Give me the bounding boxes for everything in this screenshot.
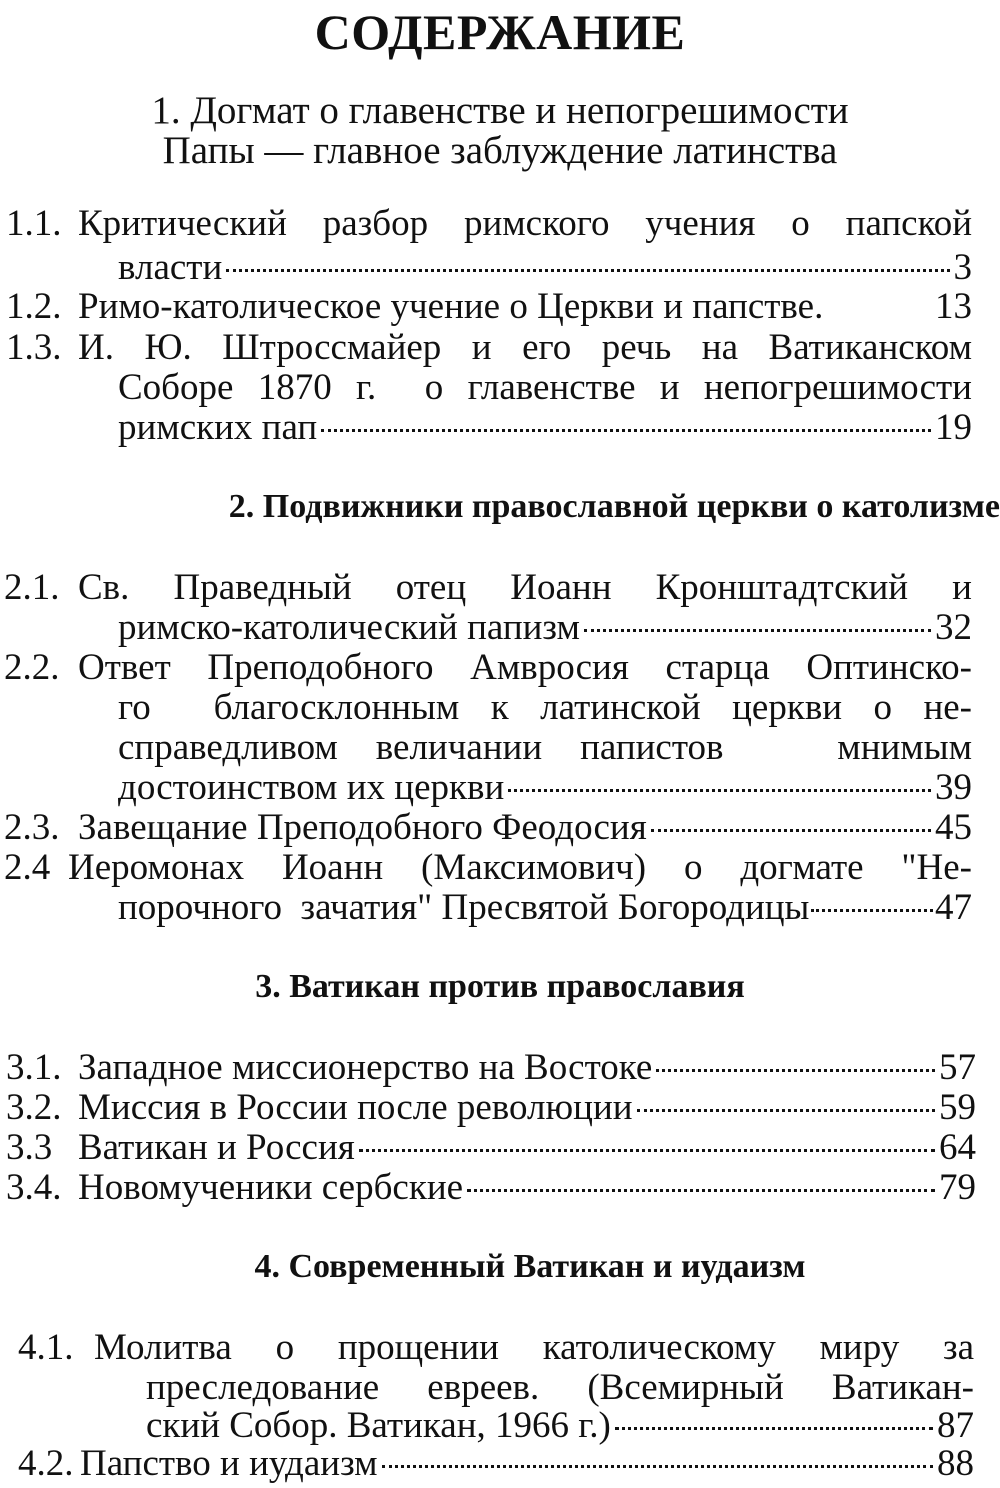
section-1-heading-line-2: Папы — главное заблуждение латинства	[162, 129, 838, 172]
entry-number: 3.3	[6, 1127, 53, 1168]
section-2-heading: 2. Подвижники православной церкви о католизме	[228, 488, 1000, 525]
entry-number: 3.1.	[6, 1047, 62, 1088]
entry-text-line: справедливом величании папистов мнимым	[118, 727, 972, 768]
dot-leader	[637, 1109, 935, 1112]
page-number: 3	[953, 247, 972, 288]
entry-text-line: достоинством их церкви	[118, 767, 505, 808]
dot-leader	[508, 789, 931, 792]
entry-number: 3.2.	[6, 1087, 62, 1128]
section-3-heading: 3. Ватикан против православия	[255, 968, 745, 1005]
toc-entry-2-2-last-line	[118, 766, 972, 810]
dot-leader	[359, 1149, 935, 1152]
page-number: 32	[935, 607, 972, 648]
dot-leader	[651, 829, 931, 832]
entry-number: 1.2.	[6, 286, 62, 327]
entry-number: 1.3.	[6, 327, 62, 368]
entry-text-line: Св. Праведный отец Иоанн Кронштадтский и	[78, 567, 972, 608]
entry-text-line: Молитва о прощении католическому миру за	[94, 1327, 974, 1368]
toc-entry-1-1-last-line	[118, 246, 972, 290]
entry-text-line: римско-католический папизм	[118, 607, 580, 648]
entry-text-line: Новомученики сербские	[78, 1167, 464, 1208]
entry-text-line: власти	[118, 247, 223, 288]
toc-entry-2-1-last-line	[118, 606, 972, 650]
page-number: 64	[939, 1127, 976, 1168]
page-number: 13	[935, 286, 972, 327]
entry-text-line: И. Ю. Штроссмайер и его речь на Ватиканском	[78, 327, 972, 368]
entry-text-line: порочного зачатия" Пресвятой Богородицы	[118, 887, 810, 928]
entry-text-line: Критический разбор римского учения о папской	[78, 203, 972, 244]
entry-text-line: Западное миссионерство на Востоке	[78, 1047, 653, 1088]
page-number: 88	[937, 1443, 974, 1484]
entry-text-line: римских пап	[118, 407, 318, 448]
entry-text-line: ский Собор. Ватикан, 1966 г.)	[146, 1405, 611, 1446]
entry-text-line: Миссия в России после революции	[78, 1087, 633, 1128]
entry-number: 2.4	[4, 847, 51, 888]
entry-text-line: Ватикан и Россия	[78, 1127, 355, 1168]
entry-text-line: Завещание Преподобного Феодосия	[78, 807, 647, 848]
dot-leader	[321, 429, 931, 432]
dot-leader	[584, 629, 931, 632]
section-1-heading-line-1: 1. Догмат о главенстве и непогрешимости	[151, 89, 849, 132]
entry-number: 2.1.	[4, 567, 60, 608]
entry-text-line: Ответ Преподобного Амвросия старца Оптинско-	[78, 647, 972, 688]
toc-entry-2-4-last-line	[118, 886, 972, 930]
entry-text-line: Папство и иудаизм	[80, 1443, 378, 1484]
entry-text-line: Римо-католическое учение о Церкви и папстве.	[78, 286, 824, 327]
entry-text-line: Соборе 1870 г. о главенстве и непогрешимости	[118, 367, 972, 408]
dot-leader	[811, 909, 933, 912]
dot-leader	[615, 1427, 933, 1430]
entry-text-line: Иеромонах Иоанн (Максимович) о догмате "Не-	[68, 847, 972, 888]
page-number: 39	[935, 767, 972, 808]
entry-text-line: преследование евреев. (Всемирный Ватикан-	[146, 1367, 974, 1408]
page-number: 79	[939, 1167, 976, 1208]
dot-leader	[382, 1465, 933, 1468]
entry-number: 2.2.	[4, 647, 60, 688]
entry-number: 2.3.	[4, 807, 60, 848]
page-title: СОДЕРЖАНИЕ	[314, 4, 686, 60]
page-number: 45	[935, 807, 972, 848]
page-number: 47	[935, 887, 972, 928]
dot-leader	[226, 269, 949, 272]
page-number: 57	[939, 1047, 976, 1088]
entry-text-line: го благосклонным к латинской церкви о не-	[118, 687, 972, 728]
page-number: 87	[937, 1405, 974, 1446]
section-4-heading: 4. Современный Ватикан и иудаизм	[254, 1248, 806, 1285]
dot-leader	[656, 1069, 935, 1072]
toc-entry-1-3-last-line	[118, 406, 972, 450]
entry-number: 4.2.	[18, 1443, 74, 1484]
page-number: 59	[939, 1087, 976, 1128]
page-number: 19	[935, 407, 972, 448]
entry-number: 3.4.	[6, 1167, 62, 1208]
entry-number: 1.1.	[6, 203, 62, 244]
dot-leader	[467, 1189, 935, 1192]
entry-number: 4.1.	[18, 1327, 74, 1368]
